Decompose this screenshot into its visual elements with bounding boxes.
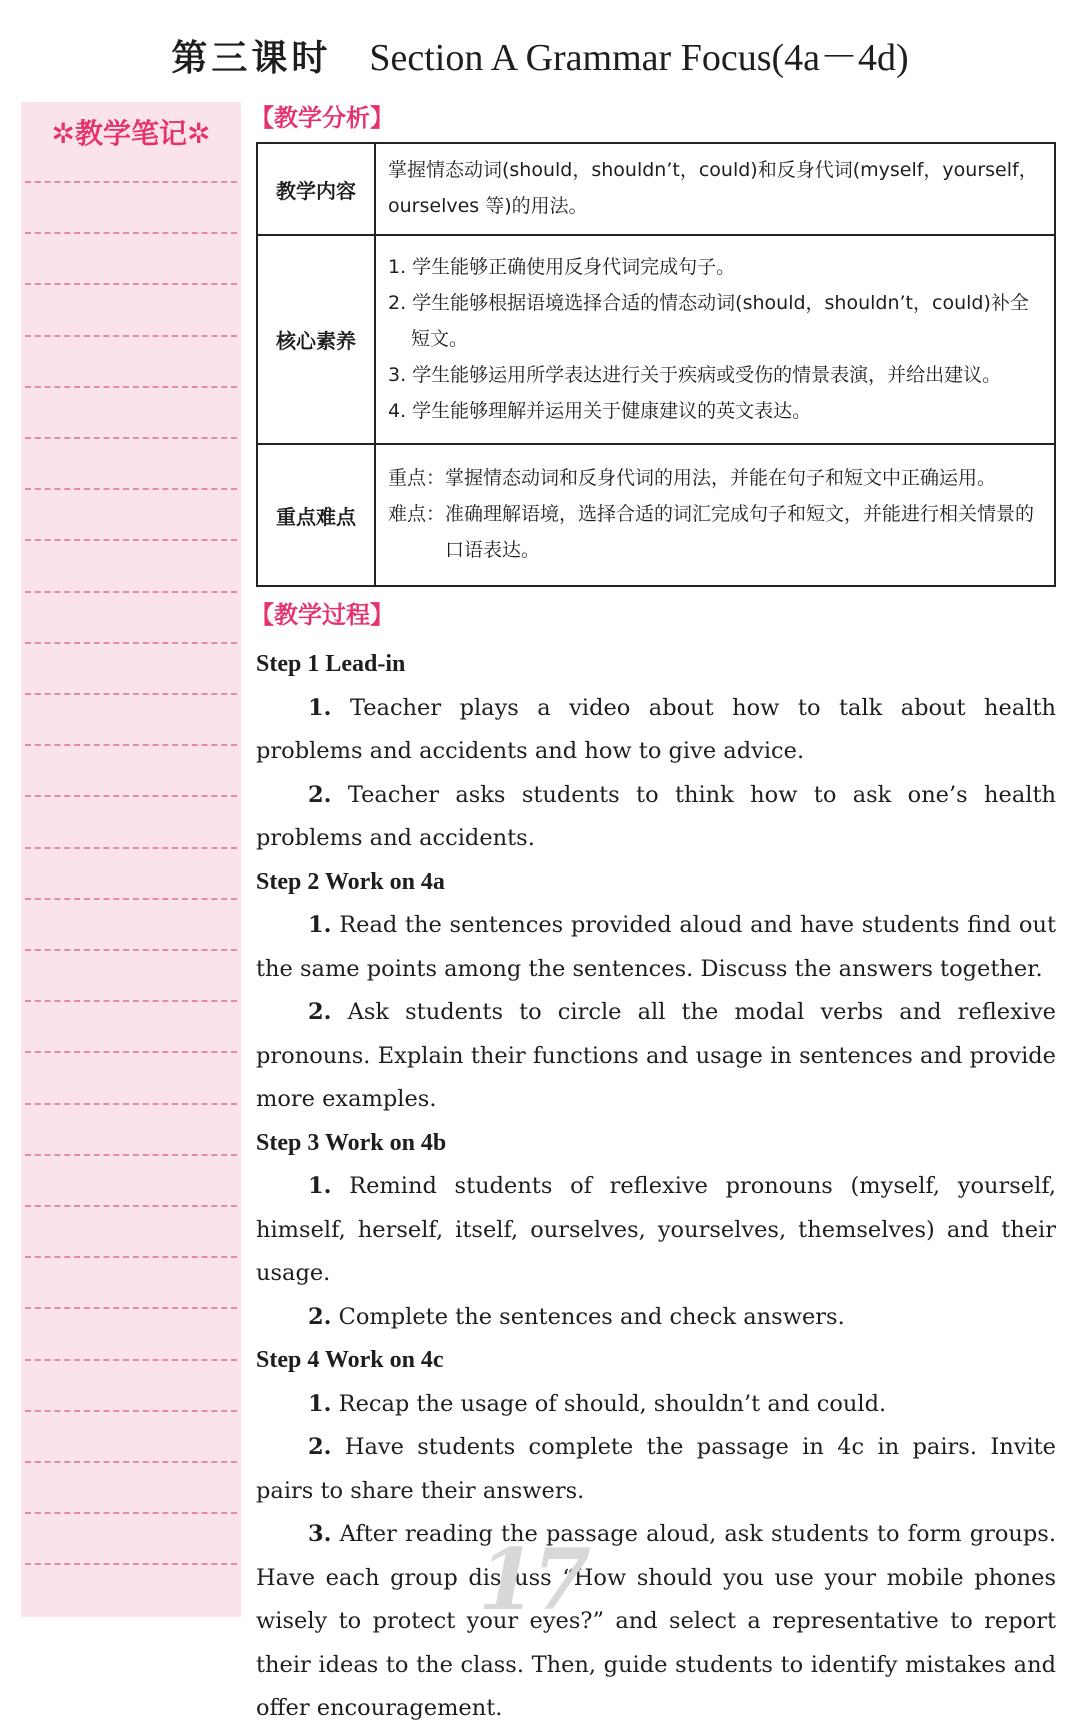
note-line bbox=[25, 1000, 237, 1002]
step-title: Step 2 Work on 4a bbox=[256, 868, 445, 895]
row-line: 1. 学生能够正确使用反身代词完成句子。 bbox=[388, 255, 736, 278]
item-number: 1. bbox=[308, 1390, 332, 1417]
note-line bbox=[25, 693, 237, 695]
step-item bbox=[256, 1426, 1056, 1513]
item-text: After reading the passage aloud, ask students to form groups. Have each group discuss “How should you use your mobile phones wisely to protect your eyes?” and select a representative to report their ideas to the class. Then, guide students to identify mistakes and offer encouragement. bbox=[256, 1521, 1056, 1721]
analysis-table bbox=[256, 142, 1056, 587]
page-number: 17 bbox=[478, 1530, 587, 1629]
section-title: Section A Grammar Focus(4a－4d) bbox=[369, 37, 909, 79]
item-text: Remind students of reflexive pronouns (myself, yourself, himself, herself, itself, ourselves, yourselves, themselves) and their usage. bbox=[256, 1173, 1056, 1286]
row-line: 3. 学生能够运用所学表达进行关于疾病或受伤的情景表演，并给出建议。 bbox=[388, 363, 1002, 386]
note-line bbox=[25, 898, 237, 900]
note-line bbox=[25, 1461, 237, 1463]
process-heading: 【教学过程】 bbox=[250, 601, 394, 629]
note-line bbox=[25, 847, 237, 849]
lesson-title: 第三课时 bbox=[171, 38, 332, 79]
item-text: Complete the sentences and check answers. bbox=[331, 1303, 845, 1330]
note-line bbox=[25, 181, 237, 183]
note-line bbox=[25, 591, 237, 593]
row-line: 重点：掌握情态动词和反身代词的用法，并能在句子和短文中正确运用。 bbox=[388, 467, 997, 489]
note-line bbox=[25, 1410, 237, 1412]
row-line: 掌握情态动词(should，shouldn’t，could)和反身代词(myself，yourself，ourselves 等)的用法。 bbox=[388, 159, 1038, 217]
note-line bbox=[25, 283, 237, 285]
item-number: 2. bbox=[308, 1434, 332, 1460]
note-line bbox=[25, 795, 237, 797]
row-body bbox=[375, 235, 1055, 444]
process bbox=[256, 643, 1056, 1731]
note-line bbox=[25, 488, 237, 490]
item-number: 2. bbox=[308, 781, 332, 808]
note-line bbox=[25, 1051, 237, 1053]
analysis-heading: 【教学分析】 bbox=[250, 104, 394, 132]
analysis-row-competency bbox=[257, 235, 1055, 444]
row-body bbox=[375, 143, 1055, 235]
note-line bbox=[25, 232, 237, 234]
step-item bbox=[256, 904, 1056, 991]
step-item bbox=[256, 774, 1056, 861]
item-text: Read the sentences provided aloud and have students find out the same points among the sentences. Discuss the answers together. bbox=[256, 912, 1056, 982]
note-line bbox=[25, 744, 237, 746]
note-line bbox=[25, 539, 237, 541]
note-line bbox=[25, 1563, 237, 1565]
note-line bbox=[25, 1205, 237, 1207]
item-number: 2. bbox=[308, 1303, 332, 1330]
item-number: 1. bbox=[308, 912, 332, 938]
note-line bbox=[25, 437, 237, 439]
step-item bbox=[256, 1165, 1056, 1296]
row-label: 重点难点 bbox=[257, 444, 375, 586]
step-item bbox=[256, 1296, 1056, 1340]
row-line: 难点：准确理解语境，选择合适的词汇完成句子和短文，并能进行相关情景的口语表达。 bbox=[388, 503, 1035, 561]
step-item bbox=[256, 1513, 1056, 1731]
row-label: 教学内容 bbox=[257, 143, 375, 235]
item-number: 2. bbox=[308, 999, 332, 1025]
row-line: 2. 学生能够根据语境选择合适的情态动词(should，shouldn’t，could)补全短文。 bbox=[388, 291, 1029, 350]
item-text: Recap the usage of should, shouldn’t and could. bbox=[331, 1390, 887, 1417]
note-line bbox=[25, 1512, 237, 1514]
note-line bbox=[25, 1154, 237, 1156]
step-title: Step 3 Work on 4b bbox=[256, 1129, 447, 1156]
item-number: 3. bbox=[308, 1521, 332, 1547]
analysis-row-key-points bbox=[257, 444, 1055, 586]
row-label: 核心素养 bbox=[257, 235, 375, 444]
step-item bbox=[256, 687, 1056, 774]
page-header bbox=[0, 28, 1080, 88]
note-line bbox=[25, 1103, 237, 1105]
note-line bbox=[25, 642, 237, 644]
notes-sidebar bbox=[21, 102, 241, 1617]
item-text: Ask students to circle all the modal verbs and reflexive pronouns. Explain their functions and usage in sentences and provide more examples. bbox=[256, 999, 1056, 1112]
item-text: Teacher asks students to think how to ask one’s health problems and accidents. bbox=[256, 781, 1056, 851]
note-line bbox=[25, 949, 237, 951]
note-line bbox=[25, 335, 237, 337]
row-body bbox=[375, 444, 1055, 586]
step-item bbox=[256, 991, 1056, 1122]
step-item bbox=[256, 1383, 1056, 1427]
note-line bbox=[25, 386, 237, 388]
analysis-row-content bbox=[257, 143, 1055, 235]
item-number: 1. bbox=[308, 694, 332, 721]
item-number: 1. bbox=[308, 1173, 332, 1199]
step-title: Step 4 Work on 4c bbox=[256, 1347, 444, 1373]
item-text: Teacher plays a video about how to talk about health problems and accidents and how to give advice. bbox=[256, 694, 1056, 764]
row-line: 4. 学生能够理解并运用关于健康建议的英文表达。 bbox=[388, 399, 812, 422]
step-title: Step 1 Lead-in bbox=[256, 651, 406, 677]
notes-title: ✲教学笔记✲ bbox=[51, 117, 211, 150]
item-text: Have students complete the passage in 4c in pairs. Invite pairs to share their answers. bbox=[256, 1434, 1056, 1504]
note-line bbox=[25, 1256, 237, 1258]
content bbox=[250, 96, 1056, 1731]
note-line bbox=[25, 1359, 237, 1361]
note-line bbox=[25, 1307, 237, 1309]
